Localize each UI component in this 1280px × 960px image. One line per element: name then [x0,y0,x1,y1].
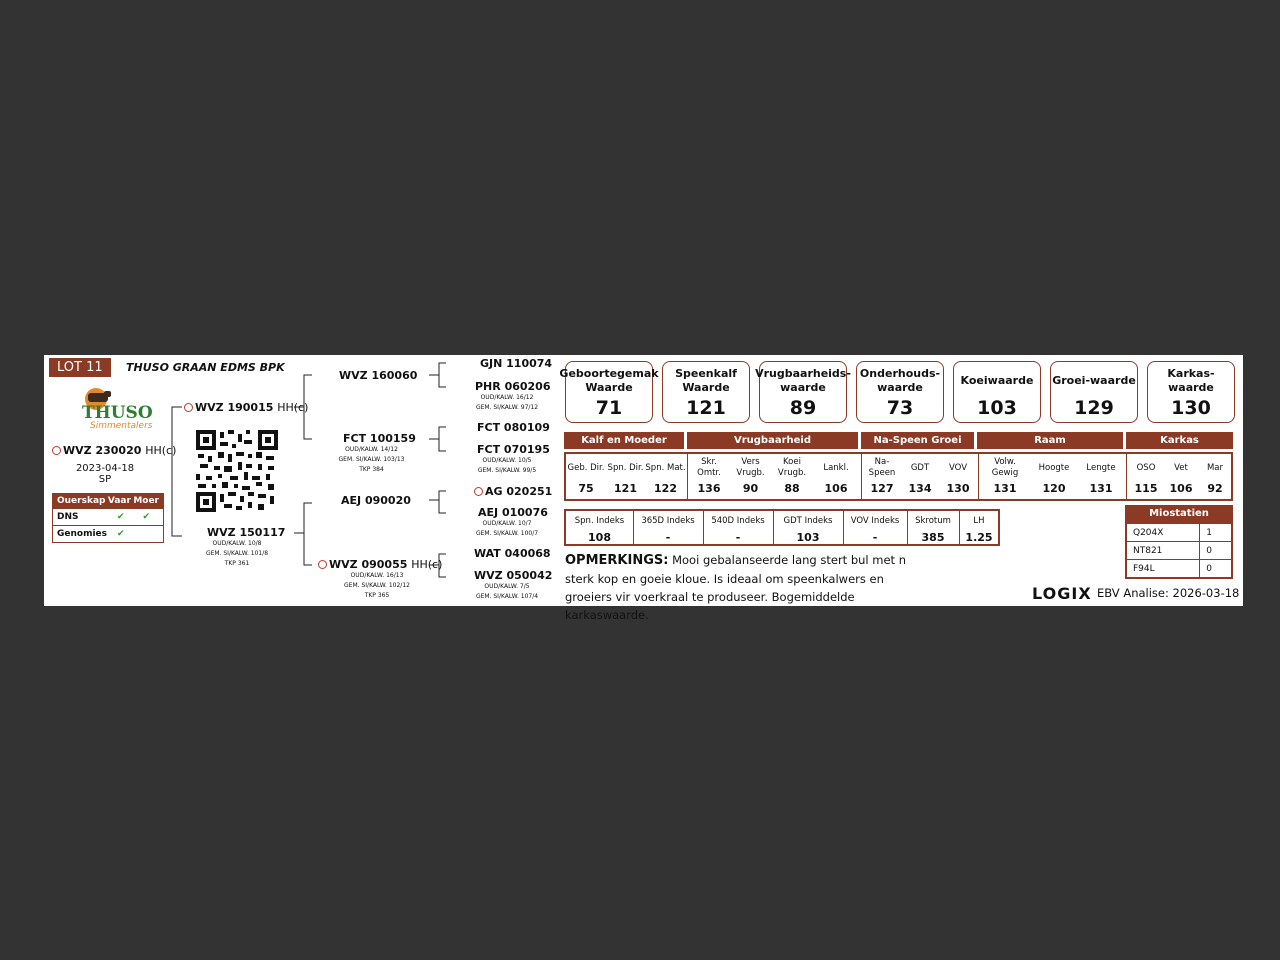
miostatien-table [1125,505,1233,579]
trait-cell: Hoogte 120 [1038,462,1070,495]
dam-detail-3: TKP 361 [224,560,250,567]
animal-code: SP [98,474,112,485]
ggd-4-detail-2: GEM. SI/KALW. 107/4 [475,593,539,600]
dam-detail-1: OUD/KALW. 10/8 [212,540,262,547]
value-box-koeiwaarde: Koeiwaarde 103 [953,361,1041,423]
hh-target-icon [474,487,483,496]
logo-text: THUSO [82,403,153,423]
value-box-geboortegemak: Geboortegemak Waarde 71 [565,361,653,423]
ownership-header: Ouerskap Vaar Moer [53,494,163,508]
ggs-2-id: FCT 080109 [477,421,550,434]
ggd-1-id: PHR 060206 [475,380,551,393]
miostatien-row: F94L 0 [1126,560,1232,579]
value-box-vrugbaarheid: Vrugbaarheids-waarde 89 [759,361,847,423]
ggd-4-detail-1: OUD/KALW. 7/5 [484,583,530,590]
ggd-3-detail-1: OUD/KALW. 10/7 [482,520,532,527]
check-icon: ✔ [116,529,125,539]
birth-date: 2023-04-18 [75,463,135,474]
trait-cell: Mar 92 [1206,462,1224,495]
category-kalf-en-moeder: Kalf en Moeder [564,432,684,449]
index-cell: Spn. Indeks 108 [574,515,625,544]
granddam-maternal-detail-2: GEM. SI/KALW. 102/12 [344,582,410,589]
granddam-paternal-detail-1: OUD/KALW. 14/12 [345,446,398,453]
ggd-2-id: FCT 070195 [477,443,550,456]
dam-detail-2: GEM. SI/KALW. 101/8 [205,550,269,557]
granddam-paternal-detail-3: TKP 384 [359,466,384,473]
animal-id: WVZ 230020 HH(c) [52,444,176,457]
ggd-3-id: AEJ 010076 [478,506,548,519]
grandsire-paternal-id: WVZ 160060 [339,369,418,382]
ggd-1-detail-1: OUD/KALW. 16/12 [480,394,534,401]
trait-cell: Spn. Dir. 121 [607,462,644,495]
trait-cell: OSO 115 [1134,462,1158,495]
category-karkas: Karkas [1126,432,1233,449]
hh-target-icon [318,560,327,569]
ggd-1-detail-2: GEM. SI/KALW. 97/12 [475,404,539,411]
trait-cell: Lengte 131 [1086,462,1116,495]
trait-cell: Vers Vrugb. 90 [736,457,765,495]
granddam-paternal-id: FCT 100159 [343,432,416,445]
index-cell: GDT Indeks 103 [783,515,833,544]
ggd-3-detail-2: GEM. SI/KALW. 100/7 [475,530,539,537]
ebv-analysis-date: EBV Analise: 2026-03-18 [1097,586,1240,600]
granddam-paternal-detail-2: GEM. SI/KALW. 103/13 [338,456,405,463]
ownership-row: DNS ✔ ✔ [53,508,163,525]
trait-cell: Spn. Mat. 122 [645,462,686,495]
ggd-4-id: WVZ 050042 [474,569,553,582]
remarks [565,551,925,624]
category-raam: Raam [977,432,1123,449]
lot-badge: LOT 11 [49,358,111,377]
trait-cell: Lankl. 106 [823,462,849,495]
trait-cell: Na-Speen 127 [868,457,896,495]
index-cell: 540D Indeks - [711,515,765,544]
value-box-onderhoud: Onderhouds-waarde 73 [856,361,944,423]
value-box-groei: Groei-waarde 129 [1050,361,1138,423]
trait-cell: VOV 130 [946,462,970,495]
grandsire-maternal-id: AEJ 090020 [341,494,411,507]
logo-subtext: Simmentalers [90,421,153,431]
miostatien-row: NT821 0 [1126,542,1232,560]
dam-id: WVZ 150117 [207,526,286,539]
category-na-speen-groei: Na-Speen Groei [861,432,974,449]
hh-target-icon [184,403,193,412]
granddam-maternal-detail-3: TKP 365 [364,592,390,599]
ggs-4-id: WAT 040068 [474,547,551,560]
lot-card [44,355,1243,622]
ggd-2-detail-2: GEM. SI/KALW. 99/5 [477,467,537,474]
ownership-row: Genomies ✔ [53,525,163,542]
miostatien-row: Q204X 1 [1126,523,1232,542]
sire-id: WVZ 190015 HH(c) [184,401,308,414]
index-cell: VOV Indeks - [850,515,900,544]
logix-logo: LOGIX [1032,584,1092,603]
ggd-2-detail-1: OUD/KALW. 10/5 [482,457,532,464]
index-cell: Skrotum 385 [915,515,951,544]
breeder-name: THUSO GRAAN EDMS BPK [126,361,285,374]
granddam-maternal-detail-1: OUD/KALW. 16/13 [350,572,404,579]
granddam-maternal-id: WVZ 090055 HH(c) [318,558,442,571]
ggs-1-id: GJN 110074 [480,357,553,370]
check-icon: ✔ [116,512,125,522]
remarks-text: Mooi gebalanseerde lang stert bul met n sterk kop en goeie kloue. Is ideaal om speenkalwers en groeiers vir voerkraal te produseer. Bogemiddelde karkaswaarde. [565,553,907,622]
index-table [564,509,1000,546]
check-icon: ✔ [142,512,151,522]
trait-cell: Koei Vrugb. 88 [777,457,807,495]
index-cell: LH 1.25 [965,515,993,544]
value-box-karkas: Karkas-waarde 130 [1147,361,1235,423]
trait-cell: Vet 106 [1169,462,1193,495]
ggs-3-id: AG 020251 [474,485,552,498]
miostatien-title: Miostatien [1125,505,1233,522]
trait-cell: Volw. Gewig 131 [991,457,1019,495]
index-cell: 365D Indeks - [641,515,695,544]
remarks-label: OPMERKINGS: [565,553,669,568]
value-box-speenkalf: Speenkalf Waarde 121 [662,361,750,423]
qr-code[interactable] [196,430,278,516]
trait-cell: Skr. Omtr. 136 [697,457,721,495]
trait-cell: GDT 134 [908,462,932,495]
category-vrugbaarheid: Vrugbaarheid [687,432,858,449]
trait-table [564,452,1233,501]
trait-cell: Geb. Dir. 75 [567,462,605,495]
